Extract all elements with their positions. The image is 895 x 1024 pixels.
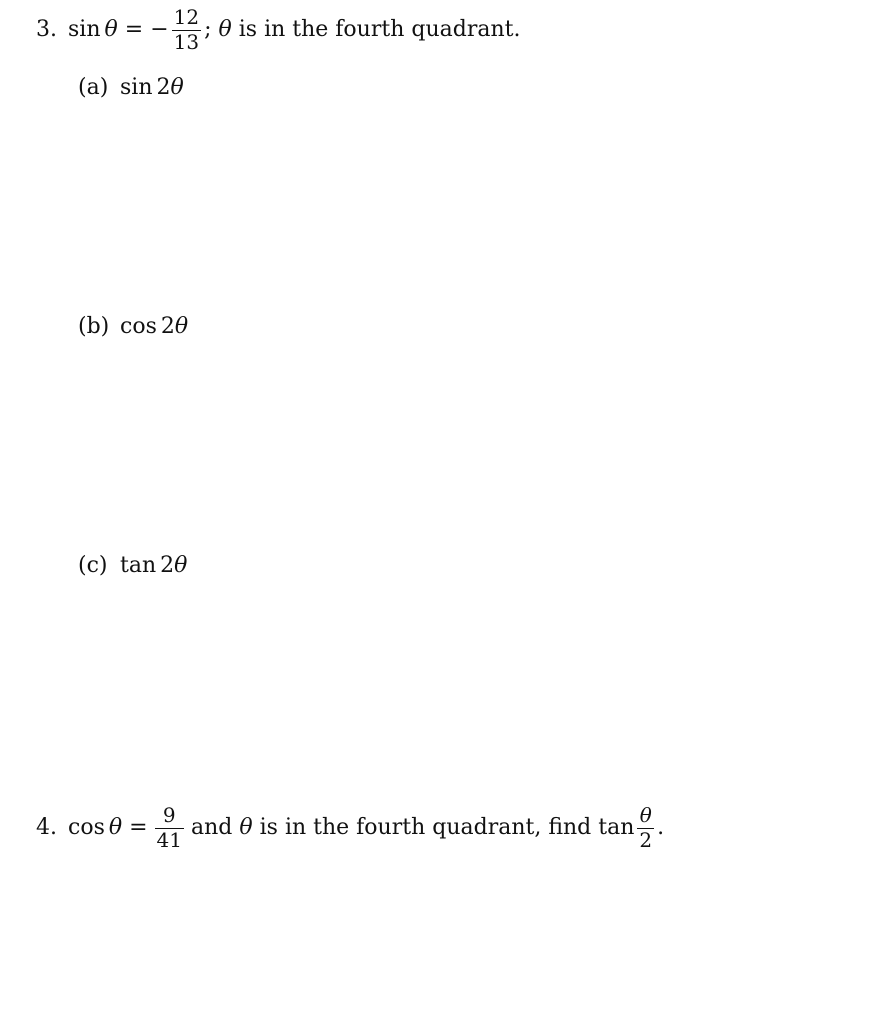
fraction-numerator-p4: 9 [162, 803, 176, 827]
fraction-denominator-p4: 41 [156, 828, 182, 852]
theta-variable-p4-2: θ [239, 815, 253, 840]
theta-variable-2: θ [218, 17, 232, 42]
fraction-12-13 [172, 7, 201, 53]
part-b-theta: θ [174, 314, 189, 339]
problem-3-condition: is in the fourth quadrant. [238, 17, 521, 42]
fraction-denominator: 13 [173, 30, 200, 54]
sin-function: sin [68, 17, 101, 42]
part-a-coefficient: 2 [156, 75, 171, 100]
minus-sign: − [150, 17, 169, 42]
tan-function: tan [598, 815, 635, 840]
part-c-label: (c) [78, 553, 108, 578]
part-c [78, 554, 187, 578]
fraction-9-41 [155, 805, 184, 851]
semicolon: ; [204, 17, 212, 42]
fraction-numerator: 12 [173, 5, 200, 29]
period: . [657, 815, 665, 840]
part-a-theta: θ [170, 75, 184, 100]
problem-3-statement [36, 6, 520, 54]
part-c-theta: θ [174, 553, 188, 578]
cos-function: cos [68, 815, 105, 840]
part-c-function: tan [120, 553, 157, 578]
part-b-coefficient: 2 [160, 314, 175, 339]
and-text: and [191, 815, 233, 840]
problem-3-number: 3. [36, 17, 57, 42]
half-angle-numerator: θ [639, 803, 652, 827]
part-b [78, 315, 188, 339]
fraction-theta-over-2 [637, 805, 654, 851]
problem-4-condition: is in the fourth quadrant, find [259, 815, 592, 840]
problem-4-statement [36, 802, 664, 854]
theta-variable-p4: θ [108, 815, 123, 840]
theta-variable: θ [104, 17, 118, 42]
equals-sign: = [124, 17, 144, 42]
half-angle-denominator: 2 [639, 828, 653, 852]
part-c-coefficient: 2 [160, 553, 175, 578]
part-b-function: cos [120, 314, 157, 339]
part-a-function: sin [120, 75, 153, 100]
part-a-label: (a) [78, 75, 109, 100]
part-b-label: (b) [78, 314, 110, 339]
problem-4-number: 4. [36, 815, 57, 840]
part-a [78, 76, 184, 100]
equals-sign-p4: = [129, 815, 148, 840]
